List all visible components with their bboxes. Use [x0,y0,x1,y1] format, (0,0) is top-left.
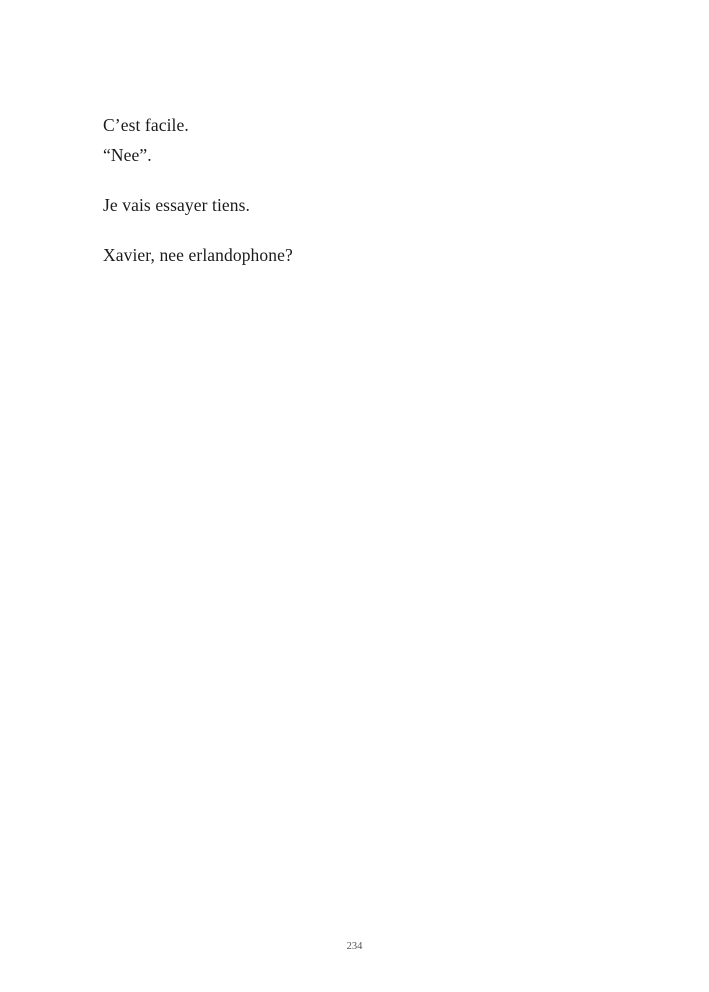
paragraph: C’est facile. [103,115,189,135]
page-text-body [103,110,603,270]
page-number: 234 [346,941,363,952]
paragraph: Je vais essayer tiens. [103,195,251,216]
paragraph: “Nee”. [103,145,152,166]
paragraph: Xavier, nee erlandophone? [103,245,293,266]
